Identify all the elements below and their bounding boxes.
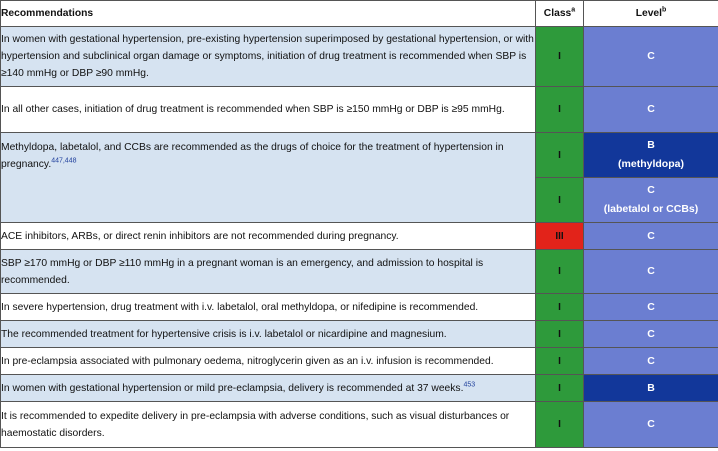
recommendation-text: In women with gestational hypertension, pre-existing hypertension superimposed by gestational hypertension, or with hypertension and subclinical organ damage or symptoms, initiation of drug treatment is recommended when SBP is ≥140 mmHg or DBP ≥90 mmHg.: [1, 27, 536, 87]
class-badge: I: [536, 178, 584, 223]
recommendation-text: Methyldopa, labetalol, and CCBs are recommended as the drugs of choice for the treatment of hypertension in pregnancy.$^{447,448}$: [1, 133, 536, 223]
recommendation-text: It is recommended to expedite delivery in pre-eclampsia with adverse conditions, such as visual disturbances or haemostatic disorders.: [1, 402, 536, 448]
table-row: [1, 402, 718, 448]
table-row: [1, 87, 718, 133]
table-row: [1, 348, 718, 375]
table-row: [1, 321, 718, 348]
class-badge: I: [536, 27, 584, 87]
class-badge: I: [536, 348, 584, 375]
reference-marker: 447,448: [51, 157, 77, 165]
header-level: Level$^b$: [584, 1, 718, 27]
level-note: (labetalol or CCBs): [603, 203, 699, 215]
table-row: [1, 133, 718, 178]
header-class: Class$^a$: [536, 1, 584, 27]
recommendation-text: In women with gestational hypertension or mild pre-eclampsia, delivery is recommended at 37 weeks.$^{453}$: [1, 375, 536, 402]
class-badge: I: [536, 133, 584, 178]
recommendation-text: In pre-eclampsia associated with pulmonary oedema, nitroglycerin given as an i.v. infusion is recommended.: [1, 348, 536, 375]
level-badge: C: [584, 348, 718, 375]
class-badge: I: [536, 87, 584, 133]
class-badge: I: [536, 294, 584, 321]
class-footnote-marker: a: [571, 6, 576, 14]
level-badge: C: [584, 321, 718, 348]
recommendation-text: In severe hypertension, drug treatment with i.v. labetalol, oral methyldopa, or nifedipine is recommended.: [1, 294, 536, 321]
level-badge: B: [584, 375, 718, 402]
level-note: (methyldopa): [618, 158, 684, 170]
reference-marker: 453: [463, 381, 476, 389]
level-badge: C: [584, 294, 718, 321]
class-badge: III: [536, 223, 584, 250]
level-badge: B (methyldopa): [584, 133, 718, 178]
class-badge: I: [536, 402, 584, 448]
header-row: [1, 1, 718, 27]
header-recommendations: Recommendations: [1, 1, 536, 27]
recommendation-text: SBP ≥170 mmHg or DBP ≥110 mmHg in a pregnant woman is an emergency, and admission to hospital is recommended.: [1, 250, 536, 294]
recommendation-text: In all other cases, initiation of drug treatment is recommended when SBP is ≥150 mmHg or DBP is ≥95 mmHg.: [1, 87, 536, 133]
class-badge: I: [536, 375, 584, 402]
table-row: [1, 223, 718, 250]
level-badge: C: [584, 27, 718, 87]
class-badge: I: [536, 250, 584, 294]
level-badge: C (labetalol or CCBs): [584, 178, 718, 223]
level-footnote-marker: b: [662, 6, 667, 14]
level-badge: C: [584, 87, 718, 133]
level-badge: C: [584, 223, 718, 250]
recommendation-text: ACE inhibitors, ARBs, or direct renin inhibitors are not recommended during pregnancy.: [1, 223, 536, 250]
table-row: [1, 294, 718, 321]
level-badge: C: [584, 250, 718, 294]
recommendation-text: The recommended treatment for hypertensive crisis is i.v. labetalol or nicardipine and magnesium.: [1, 321, 536, 348]
table-row: [1, 27, 718, 87]
class-badge: I: [536, 321, 584, 348]
table-row: [1, 375, 718, 402]
level-badge: C: [584, 402, 718, 448]
table-row: [1, 250, 718, 294]
